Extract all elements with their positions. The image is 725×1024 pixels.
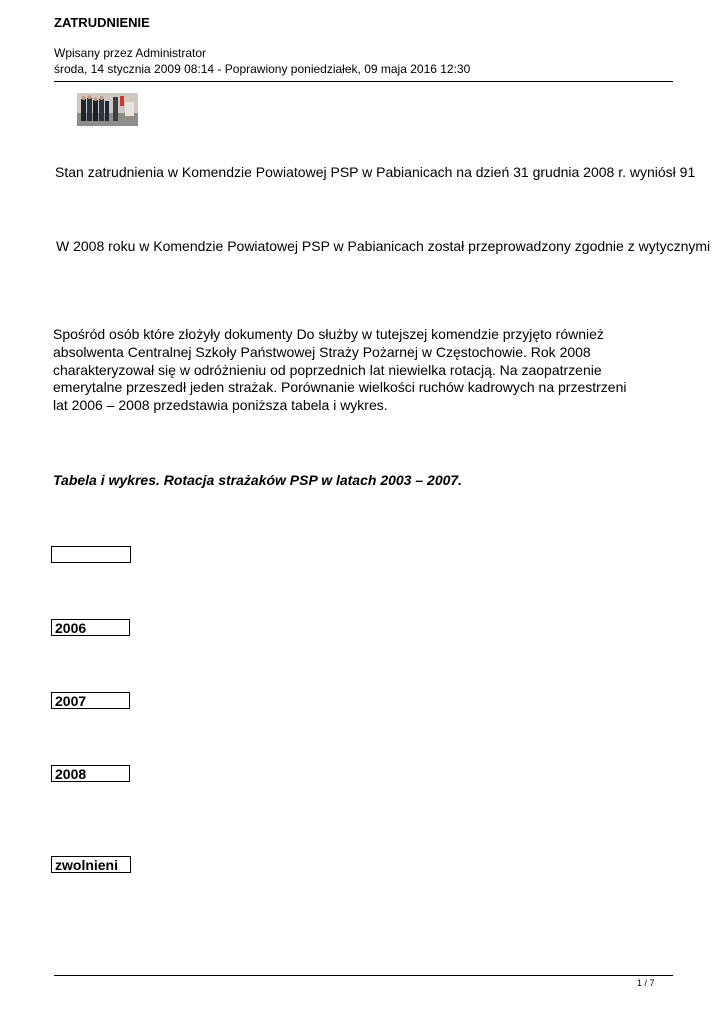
table-cell-2006: 2006: [51, 619, 130, 636]
table-cell-2007: 2007: [51, 692, 130, 709]
table-cell-zwolnieni: zwolnieni: [51, 856, 131, 873]
rotation-paragraph: [53, 326, 683, 415]
paragraph-line: absolwenta Centralnej Szkoły Państwowej Straży Pożarnej w Częstochowie. Rok 2008: [53, 343, 591, 360]
table-cell-empty: [51, 546, 131, 563]
table-caption: Tabela i wykres. Rotacja strażaków PSP w latach 2003 – 2007.: [53, 472, 463, 488]
date-line: środa, 14 stycznia 2009 08:14 - Poprawiony poniedziałek, 09 maja 2016 12:30: [54, 62, 471, 76]
paragraph-line: lat 2006 – 2008 przedstawia poniższa tabela i wykres.: [53, 397, 388, 414]
document-title: ZATRUDNIENIE: [54, 15, 150, 30]
employment-status-text: Stan zatrudnienia w Komendzie Powiatowej PSP w Pabianicach na dzień 31 grudnia 2008 r. wyniósł 91: [55, 164, 696, 180]
paragraph-line: charakteryzował się w odróżnieniu od poprzednich lat niewielka rotacją. Na zaopatrzenie: [53, 361, 602, 378]
paragraph-line: emerytalne przeszedł jeden strażak. Porównanie wielkości ruchów kadrowych na przestrzeni: [53, 379, 627, 396]
recruitment-text: W 2008 roku w Komendzie Powiatowej PSP w Pabianicach został przeprowadzony zgodnie z wytycznymi: [56, 238, 711, 254]
footer-rule: [54, 975, 673, 976]
firefighters-image: [77, 93, 138, 126]
header-rule: [54, 81, 673, 82]
firefighters-photo: [77, 93, 138, 126]
author-line: Wpisany przez Administrator: [54, 46, 207, 60]
page-number: 1 / 7: [637, 978, 655, 988]
table-cell-2008: 2008: [51, 765, 130, 782]
paragraph-line: Spośród osób które złożyły dokumenty Do służby w tutejszej komendzie przyjęto również: [53, 326, 604, 342]
